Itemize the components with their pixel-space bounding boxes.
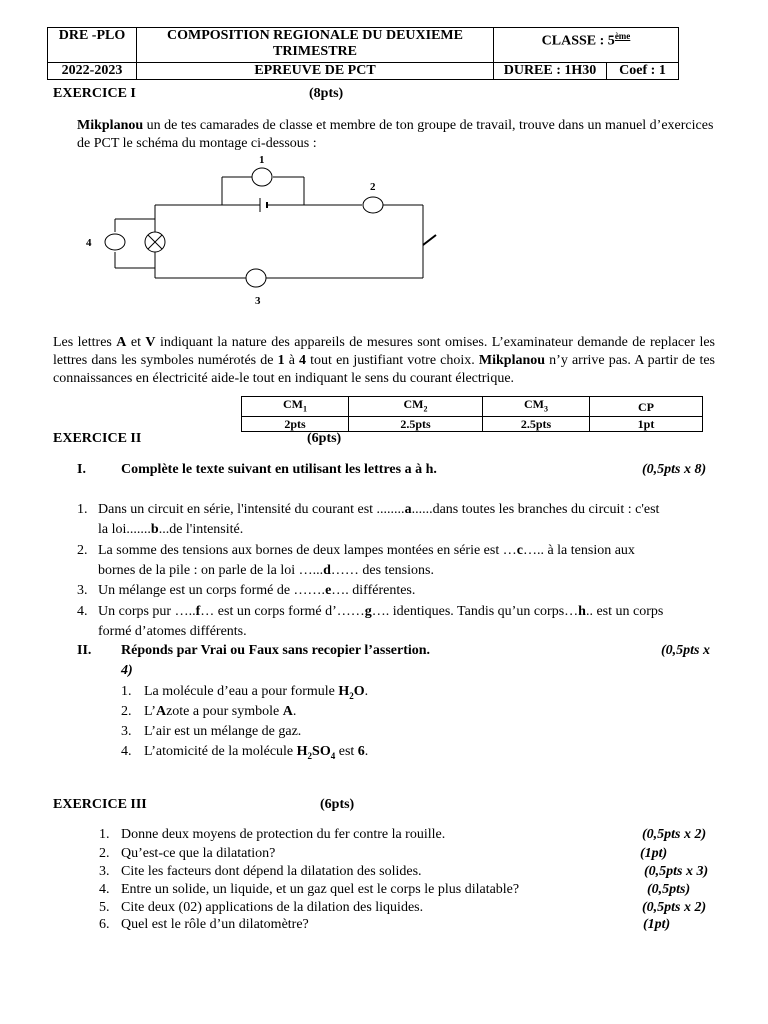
list-item: Un corps pur …..f… est un corps formé d’……g…. identiques. Tandis qu’un corps…h.. est un corps	[98, 604, 664, 619]
meter-3	[246, 269, 266, 287]
list-item: L’Azote a pour symbole A.	[144, 704, 297, 719]
list-item: Cite deux (02) applications de la dilation des liquides.	[121, 900, 424, 915]
switch-lever	[423, 235, 436, 245]
ex1-intro: Mikplanou un de tes camarades de classe et membre de ton groupe de travail, trouve dans un manuel d’exercices de PCT le schéma du montage ci-dessous :	[77, 118, 714, 151]
item-points: (0,5pts x 3)	[644, 864, 709, 879]
list-item-number: 3.	[99, 864, 110, 879]
item-points: (0,5pts)	[647, 882, 691, 897]
label-1: 1	[259, 154, 265, 166]
grading-table	[241, 396, 703, 432]
item-points: (0,5pts x 2)	[642, 900, 707, 915]
header-subject: EPREUVE DE PCT	[137, 63, 494, 80]
label-4: 4	[86, 237, 92, 249]
list-item: Entre un solide, un liquide, et un gaz quel est le corps le plus dilatable?	[121, 882, 520, 897]
list-item-number: 3.	[77, 583, 88, 598]
list-item: Un mélange est un corps formé de …….e…. différentes.	[98, 583, 416, 598]
list-item: bornes de la pile : on parle de la loi …...d…… des tensions.	[98, 563, 434, 578]
meter-1	[252, 168, 272, 186]
header-org: DRE -PLO	[48, 28, 137, 63]
list-item-number: 1.	[121, 684, 132, 699]
grading-value: 2pts	[242, 417, 349, 432]
list-item-number: 4.	[121, 744, 132, 759]
ex3-title: EXERCICE III	[53, 797, 147, 812]
list-item: Quel est le rôle d’un dilatomètre?	[121, 917, 309, 932]
grading-header: $CM_2$	[349, 397, 483, 417]
ex2-title: EXERCICE II	[53, 431, 142, 446]
list-item-number: 2.	[99, 846, 110, 861]
list-item-number: 4.	[99, 882, 110, 897]
ex2-part2-instruction: Réponds par Vrai ou Faux sans recopier l’assertion.	[121, 643, 431, 658]
list-item: Qu’est-ce que la dilatation?	[121, 846, 276, 861]
header-duration: DUREE : 1H30	[494, 63, 607, 80]
grading-header: $CM_1$	[242, 397, 349, 417]
ex2-part2-points-cont: 4)	[121, 663, 133, 678]
ex3-points: (6pts)	[320, 797, 355, 812]
circuit-diagram	[80, 150, 460, 310]
item-points: (0,5pts x 2)	[642, 827, 707, 842]
list-item-number: 5.	[99, 900, 110, 915]
list-item-number: 3.	[121, 724, 132, 739]
ex2-part1-roman: I.	[77, 462, 86, 477]
list-item-number: 2.	[77, 543, 88, 558]
list-item: Dans un circuit en série, l'intensité du courant est ........a......dans toutes les branches du circuit : c'est	[98, 502, 660, 517]
meter-2	[363, 197, 383, 213]
ex2-part1-points: (0,5pts x 8)	[642, 462, 707, 477]
header-title: COMPOSITION REGIONALE DU DEUXIEME TRIMESTRE	[137, 28, 494, 63]
grading-header: CP	[590, 397, 703, 417]
list-item: L’atomicité de la molécule $H_2SO_4$ est 6.	[144, 744, 369, 761]
list-item-number: 2.	[121, 704, 132, 719]
header-coef: Coef : 1	[607, 63, 679, 80]
grading-value: 1pt	[590, 417, 703, 432]
list-item-number: 4.	[77, 604, 88, 619]
header-class: CLASSE : 5ème	[494, 28, 679, 63]
list-item-number: 1.	[77, 502, 88, 517]
label-3: 3	[255, 295, 261, 307]
list-item: La somme des tensions aux bornes de deux lampes montées en série est …c….. à la tension aux	[98, 543, 635, 558]
label-2: 2	[370, 181, 376, 193]
list-item-number: 6.	[99, 917, 110, 932]
item-points: (1pt)	[640, 846, 668, 861]
grading-value: 2.5pts	[483, 417, 590, 432]
meter-4	[105, 234, 125, 250]
ex1-points: (8pts)	[309, 86, 344, 101]
list-item: Donne deux moyens de protection du fer contre la rouille.	[121, 827, 446, 842]
header-year: 2022-2023	[48, 63, 137, 80]
ex2-points: (6pts)	[307, 431, 342, 446]
list-item-number: 1.	[99, 827, 110, 842]
ex2-part2-points: (0,5pts x	[661, 643, 710, 658]
ex1-title: EXERCICE I	[53, 86, 136, 101]
list-item: la loi.......b...de l'intensité.	[98, 522, 244, 537]
item-points: (1pt)	[643, 917, 671, 932]
grading-value: 2.5pts	[349, 417, 483, 432]
list-item: La molécule d’eau a pour formule $H_2O$.	[144, 684, 369, 701]
header-table	[47, 27, 679, 80]
ex2-part2-roman: II.	[77, 643, 92, 658]
grading-header: $CM_3$	[483, 397, 590, 417]
list-item: L’air est un mélange de gaz.	[144, 724, 302, 739]
list-item: formé d’atomes différents.	[98, 624, 247, 639]
ex2-part1-instruction: Complète le texte suivant en utilisant les lettres a à h.	[121, 462, 437, 477]
list-item: Cite les facteurs dont dépend la dilatation des solides.	[121, 864, 422, 879]
ex1-question: Les lettres A et V indiquant la nature des appareils de mesures sont omises. L’examinateur demande de replacer les lettres dans les symboles numérotés de 1 à 4 tout en justifiant votre choix. Mikplanou n’y arrive pas. A partir de tes connaissances en électricité aide-le tout en indiquant le sens du courant électrique.	[53, 335, 716, 386]
